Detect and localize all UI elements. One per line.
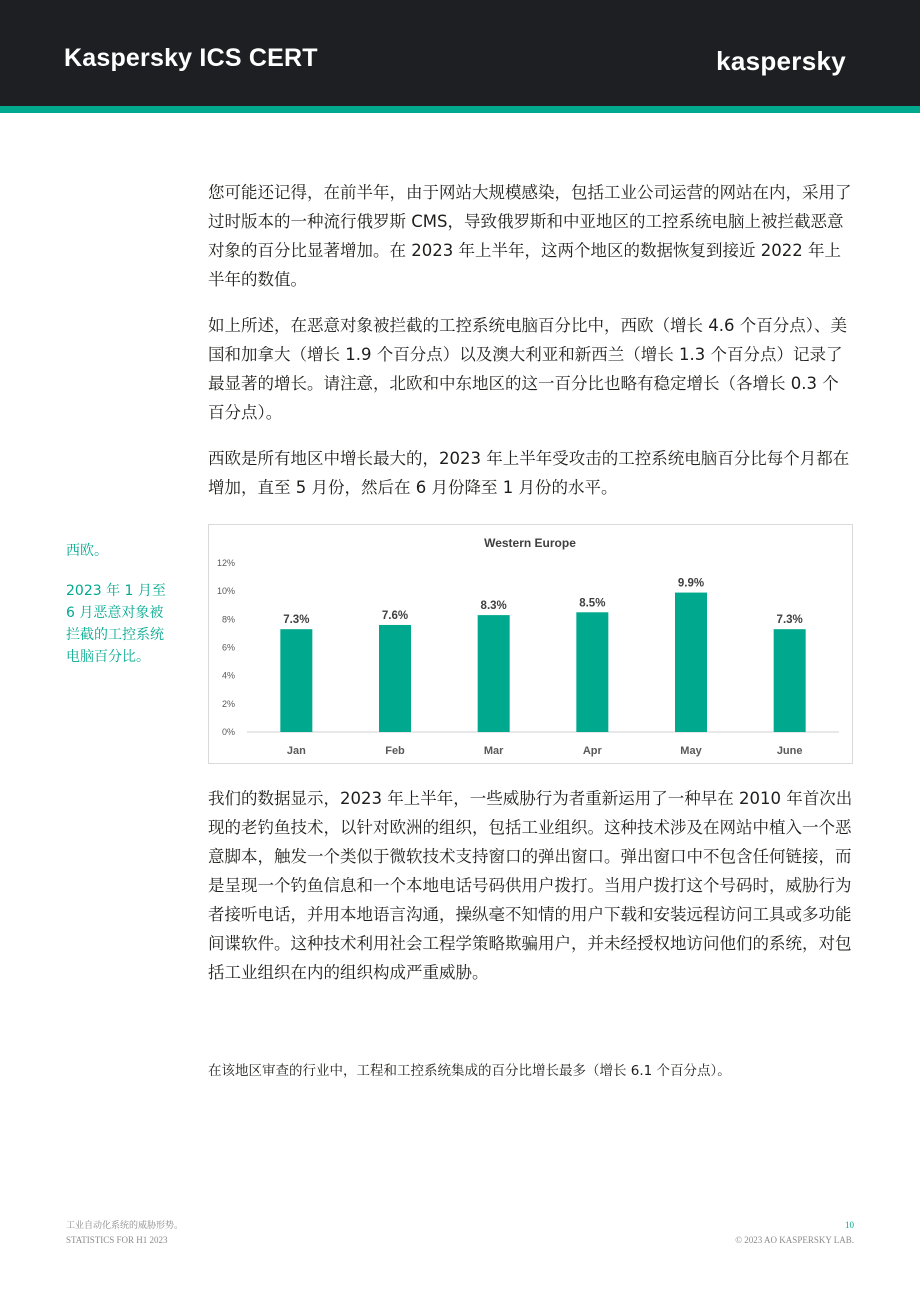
paragraph-4: 我们的数据显示，2023 年上半年，一些威胁行为者重新运用了一种早在 2010 年首次出现的老钓鱼技术，以针对欧洲的组织，包括工业组织。这种技术涉及在网站中植入一个恶意脚本，触发一个类似于微软技术支持窗口的弹出窗口。弹出窗口中不包含任何链接，而是呈现一个钓鱼信息和一个本地电话号码供用户拨打。当用户拨打这个号码时，威胁行为者接听电话，并用本地语言沟通，操纵毫不知情的用户下载和安装远程访问工具或多功能间谍软件。这种技术利用社会工程学策略欺骗用户，并未经授权地访问他们的系统，对包括工业组织在内的组织构成严重威胁。 (208, 789, 853, 982)
y-tick-label: 10% (216, 586, 235, 597)
x-tick-label: June (776, 745, 803, 757)
bar-chart (209, 525, 852, 763)
page-number: 10 (845, 1220, 854, 1230)
bar (280, 629, 312, 732)
figure-caption-title: 西欧。 (66, 543, 108, 559)
y-tick-label: 6% (221, 642, 235, 653)
chart-title: Western Europe (484, 536, 576, 550)
bar (478, 615, 510, 732)
bar (675, 593, 707, 732)
page-header (0, 0, 920, 106)
footer-report-name: 工业自动化系统的威胁形势。 (66, 1220, 184, 1230)
y-tick-label: 8% (221, 614, 235, 625)
bar (774, 629, 806, 732)
bar-data-label: 9.9% (677, 577, 705, 590)
copyright: © 2023 AO KASPERSKY LAB. (735, 1235, 854, 1245)
y-tick-label: 0% (221, 727, 235, 737)
figure-caption-text: 2023 年 1 月至 6 月恶意对象被拦截的工控系统电脑百分比。 (66, 583, 166, 665)
bar (379, 625, 411, 732)
footer-report-period: STATISTICS FOR H1 2023 (66, 1235, 168, 1245)
x-tick-label: May (680, 745, 702, 757)
chart-container (208, 524, 853, 764)
bar-data-label: 8.3% (480, 600, 507, 613)
bar-data-label: 7.3% (283, 614, 310, 627)
bar-data-label: 8.5% (579, 597, 606, 610)
paragraph-2: 如上所述，在恶意对象被拦截的工控系统电脑百分比中，西欧（增长 4.6 个百分点）、美国和加拿大（增长 1.9 个百分点）以及澳大利亚和新西兰（增长 1.3 个百分点）记录了最显著的增长。请注意，北欧和中东地区的这一百分比也略有稳定增长（各增长 0.3 个百分点）。 (208, 316, 847, 422)
x-tick-label: Mar (483, 745, 504, 757)
footer-left (66, 1218, 183, 1248)
report-title: Kaspersky ICS CERT (64, 44, 318, 72)
industry-note: 在该地区审查的行业中，工程和工控系统集成的百分比增长最多（增长 6.1 个百分点）。 (208, 1063, 731, 1079)
kaspersky-logo: kaspersky (716, 46, 846, 76)
header-accent-stripe (0, 106, 920, 113)
paragraph-1: 您可能还记得，在前半年，由于网站大规模感染，包括工业公司运营的网站在内，采用了过时版本的一种流行俄罗斯 CMS，导致俄罗斯和中亚地区的工控系统电脑上被拦截恶意对象的百分比显著增加。在 2023 年上半年，这两个地区的数据恢复到接近 2022 年上半年的数值。 (208, 183, 852, 289)
y-tick-label: 4% (221, 670, 235, 681)
y-tick-label: 2% (221, 698, 235, 709)
bar-data-label: 7.6% (381, 609, 409, 622)
y-tick-label: 12% (216, 558, 235, 568)
x-tick-label: Feb (385, 745, 405, 757)
x-tick-label: Apr (582, 745, 602, 757)
bar (576, 612, 608, 732)
bar-data-label: 7.3% (776, 614, 803, 627)
footer-right (735, 1218, 854, 1248)
paragraph-3: 西欧是所有地区中增长最大的，2023 年上半年受攻击的工控系统电脑百分比每个月都在增加，直至 5 月份，然后在 6 月份降至 1 月份的水平。 (208, 449, 850, 497)
x-tick-label: Jan (286, 745, 306, 757)
